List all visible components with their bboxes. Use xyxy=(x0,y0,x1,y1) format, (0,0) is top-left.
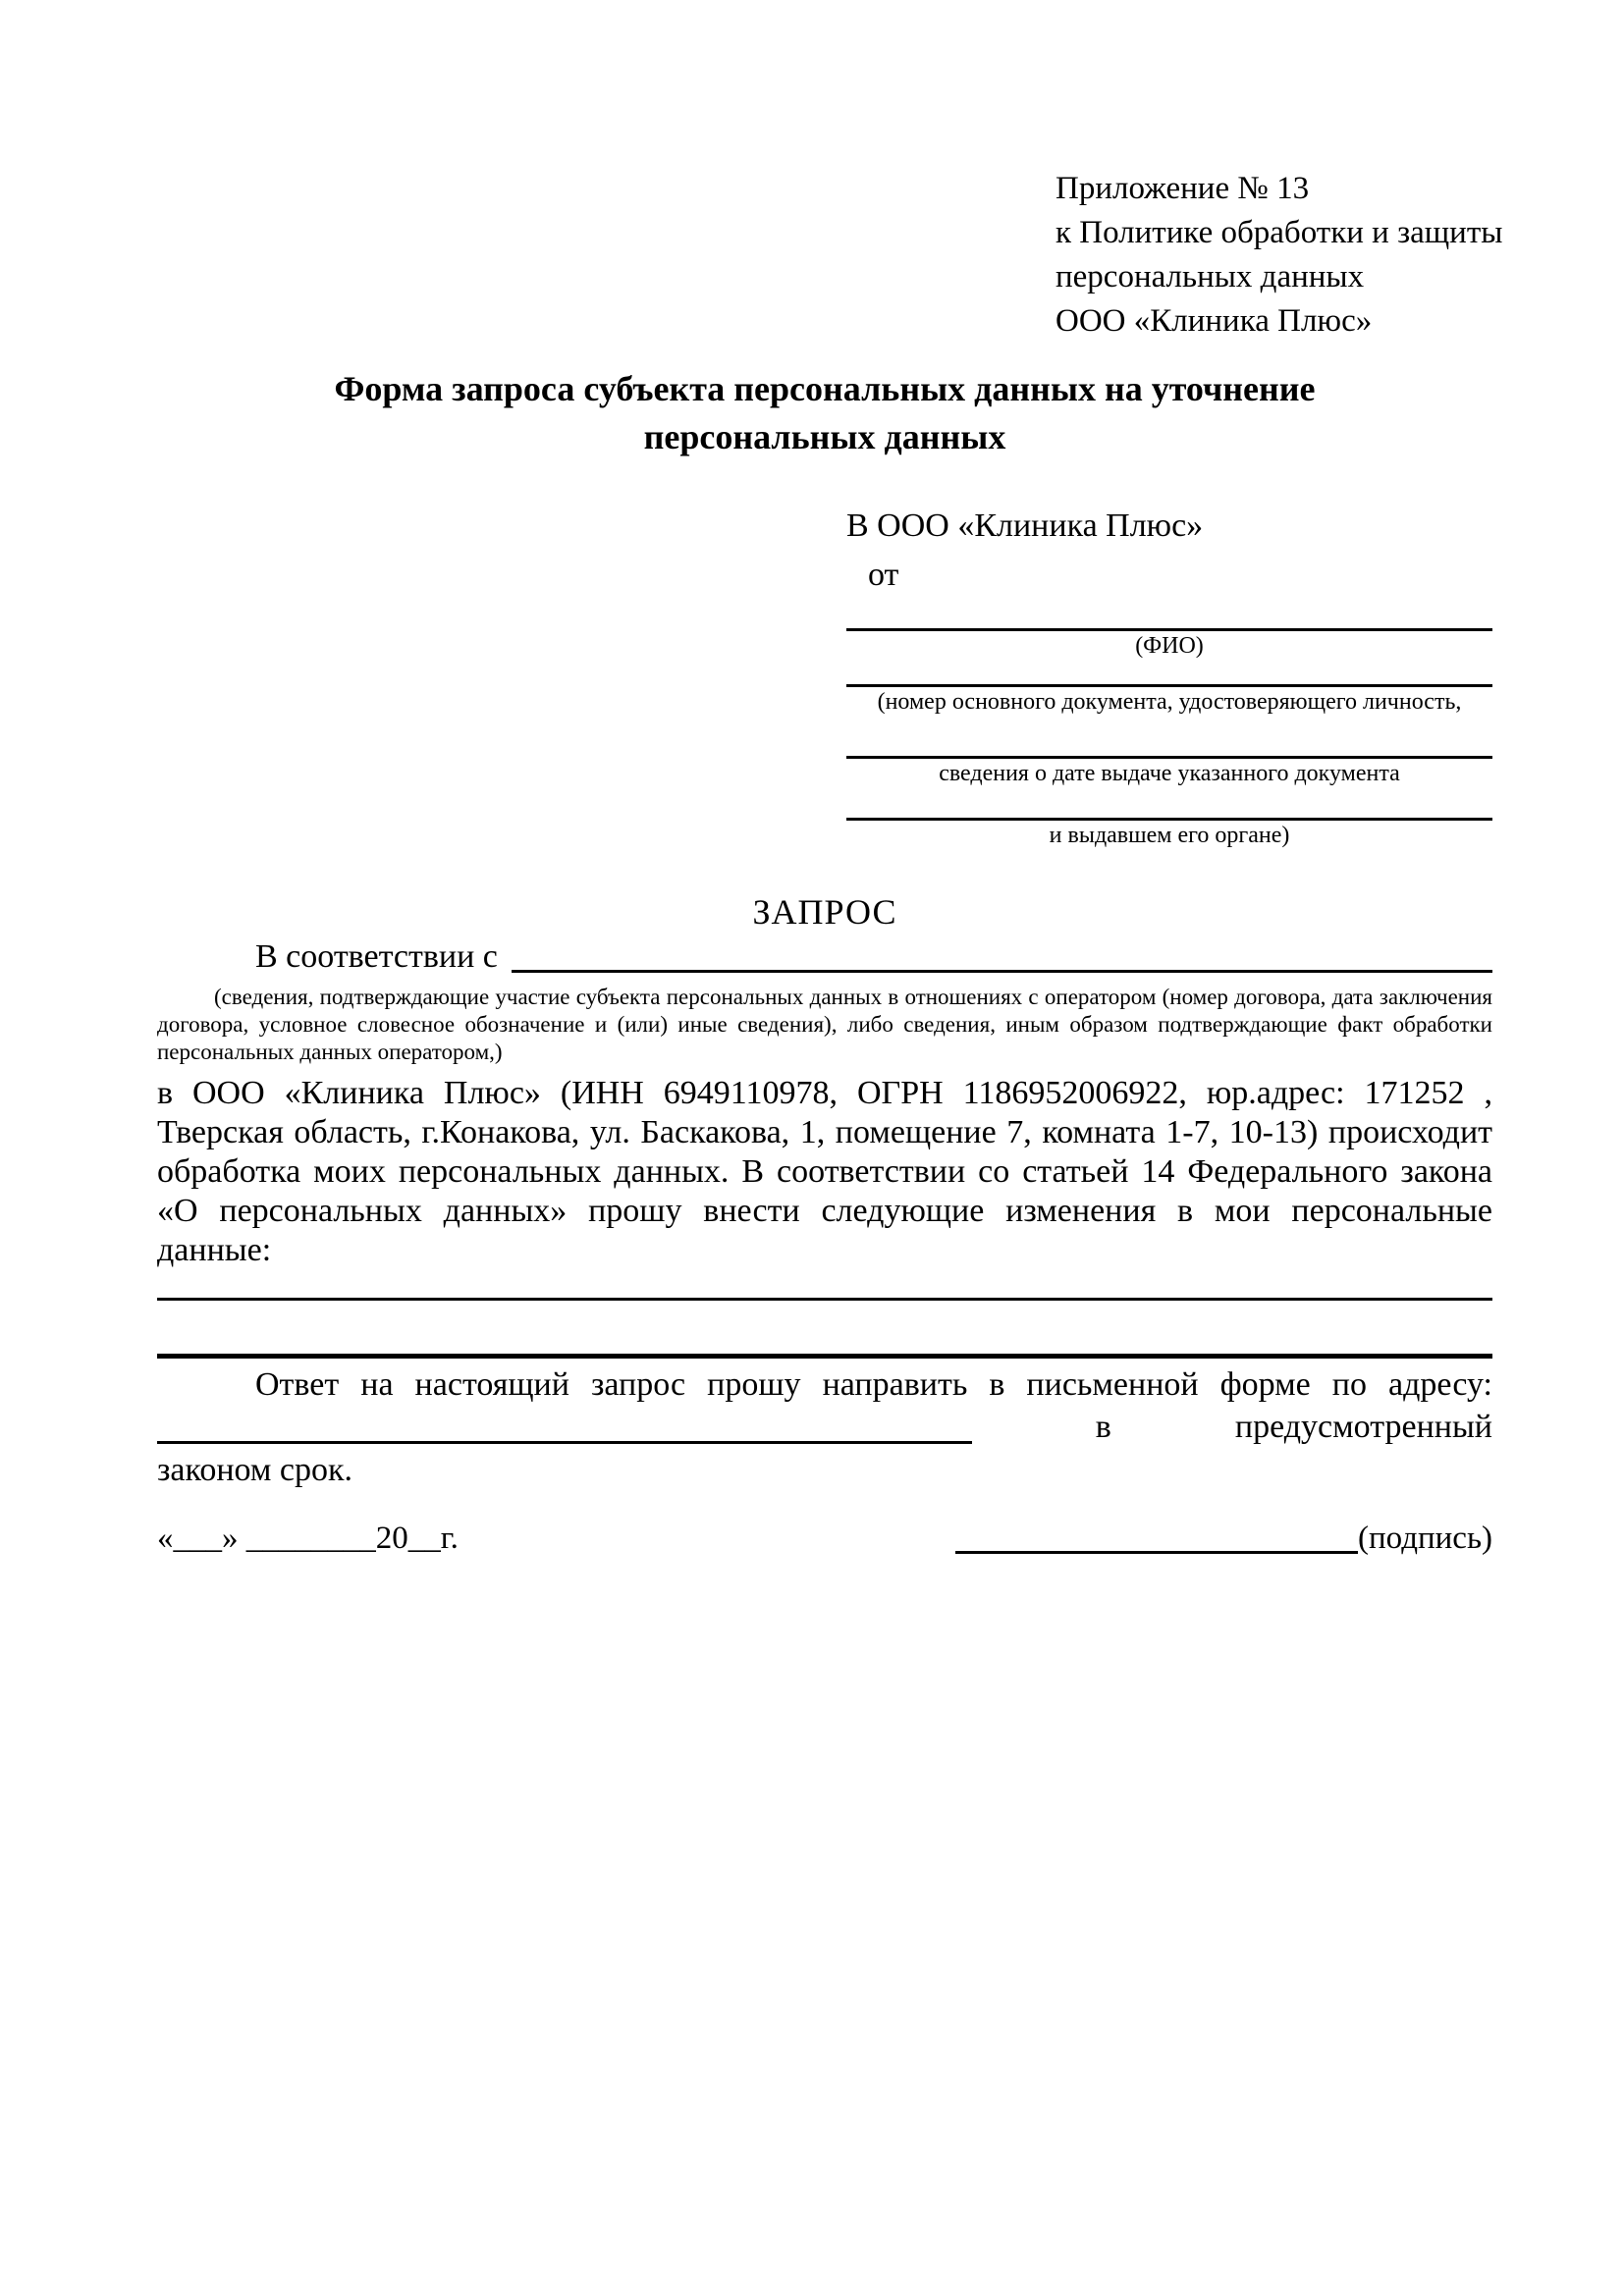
recipient-to: В ООО «Клиника Плюс» xyxy=(846,507,1204,544)
reply-tail-word-1: в xyxy=(1095,1409,1111,1445)
appendix-line-3: персональных данных xyxy=(1056,259,1365,294)
fio-blank-line xyxy=(846,597,1492,631)
recipient-block xyxy=(846,505,1492,850)
issuing-authority-blank-line xyxy=(846,788,1492,821)
intro-note: (сведения, подтверждающие участие субъекта персональных данных в отношениях с оператором (номер договора, дата заключения договора, условное словесное обозначение и (или) иные сведения), либо сведения, иным образом подтверждающие факт обработки персональных данных оператором,) xyxy=(157,985,1492,1064)
request-body: в ООО «Клиника Плюс» (ИНН 6949110978, ОГРН 1186952006922, юр.адрес: 171252 , Тверская область, г.Конакова, ул. Баскакова, 1, помещение 7, комната 1-7, 10-13) происходит обработка моих персональных данных. В соответствии со статьей 14 Федерального закона «О персональных данных» прошу внести следующие изменения в мои персональные данные: xyxy=(157,1075,1492,1268)
intro-label: В соответствии с xyxy=(255,938,498,975)
title-line-1: Форма запроса субъекта персональных данных на уточнение xyxy=(334,369,1316,408)
changes-blank-line-2 xyxy=(157,1354,1492,1359)
signature-caption: (подпись) xyxy=(1358,1521,1492,1556)
recipient-from-label: от xyxy=(868,557,899,593)
appendix-line-4: ООО «Клиника Плюс» xyxy=(1056,303,1373,339)
reply-tail-word-2: предусмотренный xyxy=(1234,1409,1492,1445)
document-number-caption: (номер основного документа, удостоверяющего личность, xyxy=(877,689,1462,715)
reply-text: Ответ на настоящий запрос прошу направить в письменной форме по адресу: xyxy=(255,1366,1492,1403)
footer-line xyxy=(157,1518,1492,1559)
changes-blank-line-1 xyxy=(157,1298,1492,1301)
appendix-line-2: к Политике обработки и защиты xyxy=(1056,215,1503,250)
address-blank-line xyxy=(157,1441,972,1444)
signature-blank-line xyxy=(955,1551,1358,1554)
reply-closing: законом срок. xyxy=(157,1452,352,1488)
signature-group xyxy=(955,1518,1492,1559)
title-line-2: персональных данных xyxy=(643,417,1006,456)
date-blank: «___» ________20__г. xyxy=(157,1521,459,1556)
issue-date-blank-line xyxy=(846,717,1492,759)
appendix-block xyxy=(1056,167,1503,344)
basis-blank-line xyxy=(512,970,1492,973)
document-number-blank-line xyxy=(846,661,1492,687)
document-title xyxy=(157,365,1492,461)
issuing-authority-caption: и выдавшем его органе) xyxy=(1049,823,1290,848)
address-line xyxy=(157,1406,1492,1449)
fio-caption: (ФИО) xyxy=(1135,633,1204,659)
issue-date-caption: сведения о дате выдаче указанного документа xyxy=(939,761,1400,786)
intro-line xyxy=(157,936,1492,978)
request-heading: ЗАПРОС xyxy=(752,892,897,932)
appendix-line-1: Приложение № 13 xyxy=(1056,171,1310,206)
